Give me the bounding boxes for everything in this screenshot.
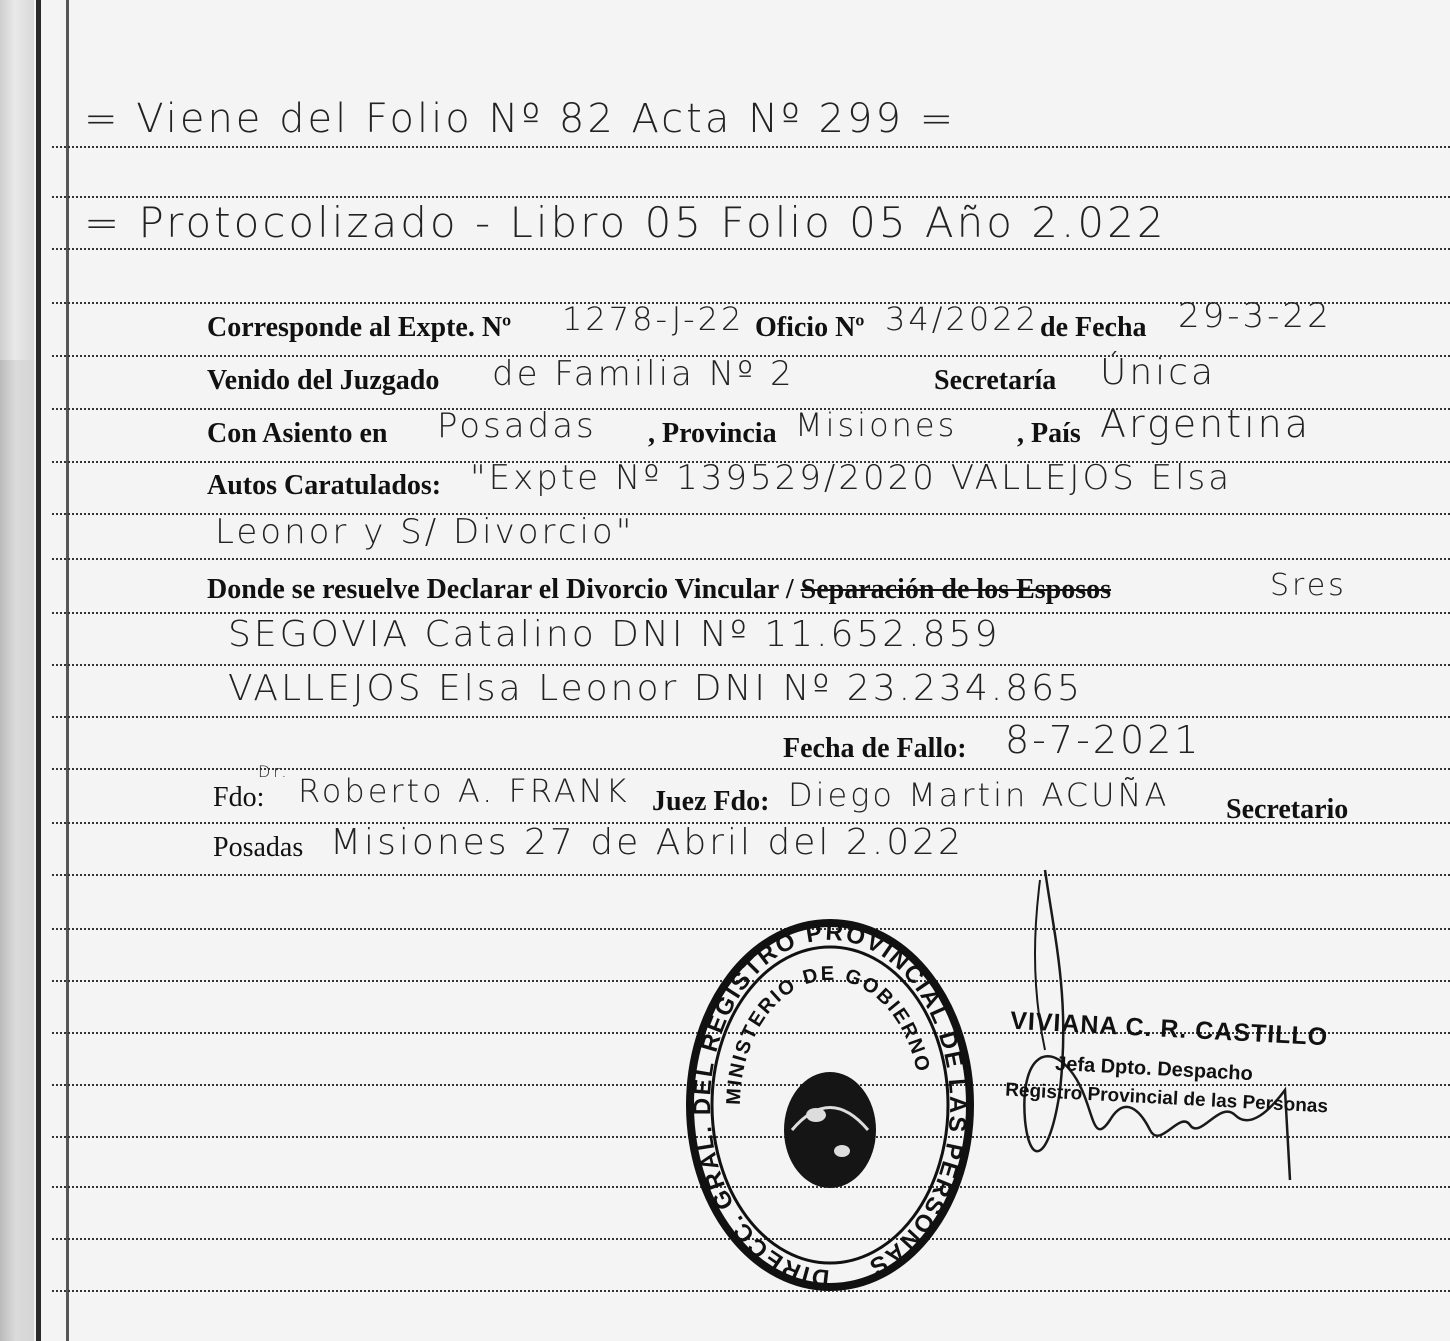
asiento-label: Con Asiento en (207, 418, 388, 449)
page-shadow (0, 360, 40, 1341)
fecha-label: de Fecha (1040, 312, 1147, 343)
pais-label: , País (1017, 418, 1081, 449)
coat-of-arms-emblem (784, 1072, 876, 1188)
fecha-value: 29-3-22 (1178, 296, 1332, 336)
spouse-1: SEGOVIA Catalino DNI Nº 11.652.859 (228, 614, 1001, 655)
seal-inner-text: MINISTERIO DE GOBIERNO (722, 962, 934, 1106)
provincia-value: Misiones (795, 406, 958, 444)
spouse-2: VALLEJOS Elsa Leonor DNI Nº 23.234.865 (228, 668, 1083, 709)
fallo-value: 8-7-2021 (1005, 718, 1202, 762)
asiento-value: Posadas (437, 406, 597, 446)
ruled-line (52, 716, 1450, 718)
fdo-label: Fdo: (213, 782, 265, 813)
juez-name: Roberto A. FRANK (298, 772, 630, 810)
fallo-label: Fecha de Fallo: (783, 733, 967, 764)
expte-label: Corresponde al Expte. Nº (207, 312, 512, 343)
dr-prefix: Dr. (258, 762, 290, 781)
provincia-label: , Provincia (648, 418, 777, 449)
autos-value-1: "Expte Nº 139529/2020 VALLEJOS Elsa (470, 458, 1233, 498)
pais-value: Argentina (1100, 402, 1312, 446)
folio-reference: = Viene del Folio Nº 82 Acta Nº 299 = (84, 96, 957, 142)
secretario-name: Diego Martin ACUÑA (788, 776, 1170, 814)
autos-value-2: Leonor y S/ Divorcio" (215, 512, 635, 552)
resuelve-value: Sres (1270, 568, 1347, 603)
left-margin-rule (36, 0, 41, 1341)
ruled-line (52, 146, 1450, 148)
autos-label: Autos Caratulados: (207, 470, 442, 501)
protocol-reference: = Protocolizado - Libro 05 Folio 05 Año 2.022 (84, 198, 1167, 247)
secretaria-value: Única (1100, 352, 1217, 393)
seal-outer-text: DIRECC. GRAL. DEL REGISTRO PROVINCIAL DE LAS PERSONAS (689, 918, 972, 1292)
oficio-value: 34/2022 (885, 300, 1039, 338)
ruled-line (52, 558, 1450, 560)
official-seal (680, 915, 980, 1300)
stamp-role: Jefa Dpto. Despacho (1054, 1052, 1254, 1086)
resuelve-struck-text: Separación de los Esposos (800, 574, 1112, 605)
secretario-label: Secretario (1226, 794, 1349, 825)
inner-margin-rule (66, 0, 69, 1341)
juez-label: Juez Fdo: (652, 786, 770, 817)
resuelve-label (207, 574, 1111, 606)
oficio-label: Oficio Nº (755, 312, 865, 343)
stamp-name: VIVIANA C. R. CASTILLO (1009, 1006, 1329, 1052)
posadas-label: Posadas (213, 832, 304, 863)
juzgado-value: de Familia Nº 2 (492, 354, 795, 394)
official-stamp (1004, 1006, 1365, 1200)
lugar-fecha-value: Misiones 27 de Abril del 2.022 (330, 822, 964, 863)
secretaria-label: Secretaría (934, 365, 1057, 396)
expte-value: 1278-J-22 (562, 300, 745, 338)
juzgado-label: Venido del Juzgado (207, 365, 440, 396)
ruled-line (52, 664, 1450, 666)
ruled-line (52, 248, 1450, 250)
stamp-organization: Registro Provincial de las Personas (1004, 1079, 1329, 1118)
resuelve-text: Donde se resuelve Declarar el Divorcio Vincular / (207, 574, 794, 605)
